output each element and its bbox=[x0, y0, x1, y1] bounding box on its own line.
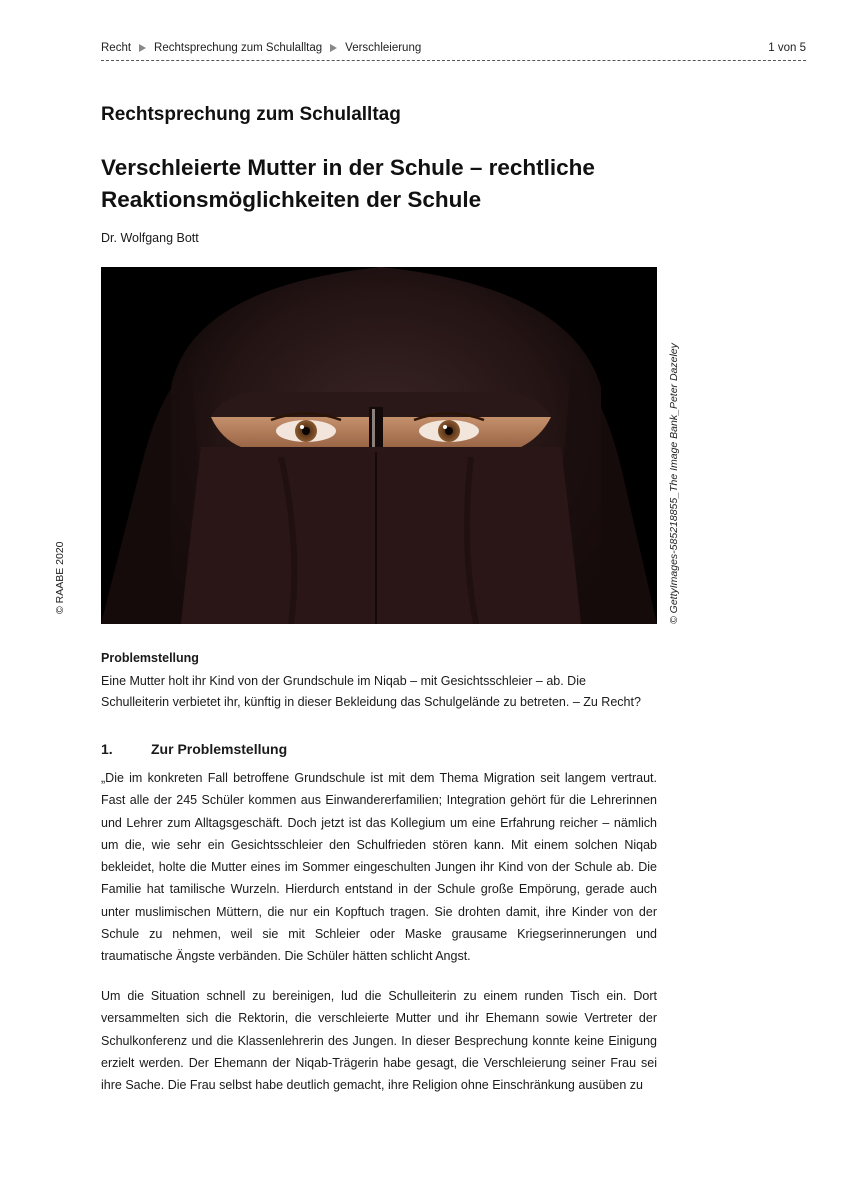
breadcrumb-item-recht[interactable]: Recht bbox=[101, 42, 132, 54]
side-copyright: © RAABE 2020 bbox=[54, 541, 66, 614]
page-header bbox=[101, 42, 806, 61]
body-paragraph: Um die Situation schnell zu bereinigen, lud die Schulleiterin zu einem runden Tisch ein. Dort versammelten sich die Rektorin, die verschleierte Mutter und ihr Ehemann sowie Vertreter der Schulkonferenz und die Klassenlehrerin des Jungen. In dieser Besprechung konnte keine Einigung erzielt werden. Der Ehemann der Niqab-Trägerin habe gesagt, die Verschleierung seiner Frau sei ihre Sache. Die Frau selbst habe deutlich gemacht, ihre Religion ohne Einschränkung ausüben zu bbox=[101, 989, 657, 1093]
problem-heading: Problemstellung bbox=[101, 651, 199, 665]
photo-illustration bbox=[101, 267, 657, 624]
page-title: Verschleierte Mutter in der Schule – rechtliche Reaktionsmöglichkeiten der Schule bbox=[101, 155, 595, 212]
chapter-number: 1. bbox=[101, 741, 113, 757]
chapter-heading bbox=[101, 741, 287, 757]
section-title: Rechtsprechung zum Schulalltag bbox=[101, 104, 401, 125]
breadcrumb-arrow-icon bbox=[330, 44, 337, 52]
chapter-title: Zur Problemstellung bbox=[151, 741, 288, 757]
page-number: 1 von 5 bbox=[768, 42, 806, 54]
veiled-woman-photo bbox=[101, 267, 657, 624]
breadcrumb-arrow-icon bbox=[139, 44, 146, 52]
problem-text: Eine Mutter holt ihr Kind von der Grundschule im Niqab – mit Gesichtsschleier – ab. Die Schulleiterin verbietet ihr, künftig in dieser Bekleidung das Schulgelände zu betreten. – Zu Recht? bbox=[101, 674, 641, 709]
breadcrumb bbox=[101, 42, 421, 54]
body-paragraph: „Die im konkreten Fall betroffene Grundschule ist mit dem Thema Migration seit langem vertraut. Fast alle der 245 Schüler kommen aus Einwandererfamilien; Integration gehört für die Lehrerinnen und Lehrer zum Alltagsgeschäft. Doch jetzt ist das Kollegium um eine Erfahrung reicher – nämlich um die, wie sehr ein Gesichtsschleier den Schulfrieden stören kann. Mit einem solchen Niqab bekleidet, holte die Mutter eines im Sommer eingeschulten Jungen ihr Kind von der Schule ab. Die Familie hat tamilische Wurzeln. Hierdurch entstand in der Schule große Empörung, gerade auch unter muslimischen Müttern, die nur ein Kopftuch tragen. Sie drohten damit, ihre Kinder von der Schule zu nehmen, weil sie mit Schleier oder Maske grausame Kriegserinnerungen und traumatische Ängste verbänden. Die Schüler hätten schlicht Angst. bbox=[101, 771, 657, 964]
photo-credit: © GettyImages-585218855_The Image Bank_Peter Dazeley bbox=[668, 343, 680, 624]
breadcrumb-item-rechtsprechung[interactable]: Rechtsprechung zum Schulalltag bbox=[154, 42, 323, 54]
author: Dr. Wolfgang Bott bbox=[101, 231, 199, 245]
breadcrumb-item-verschleierung[interactable]: Verschleierung bbox=[345, 42, 422, 54]
